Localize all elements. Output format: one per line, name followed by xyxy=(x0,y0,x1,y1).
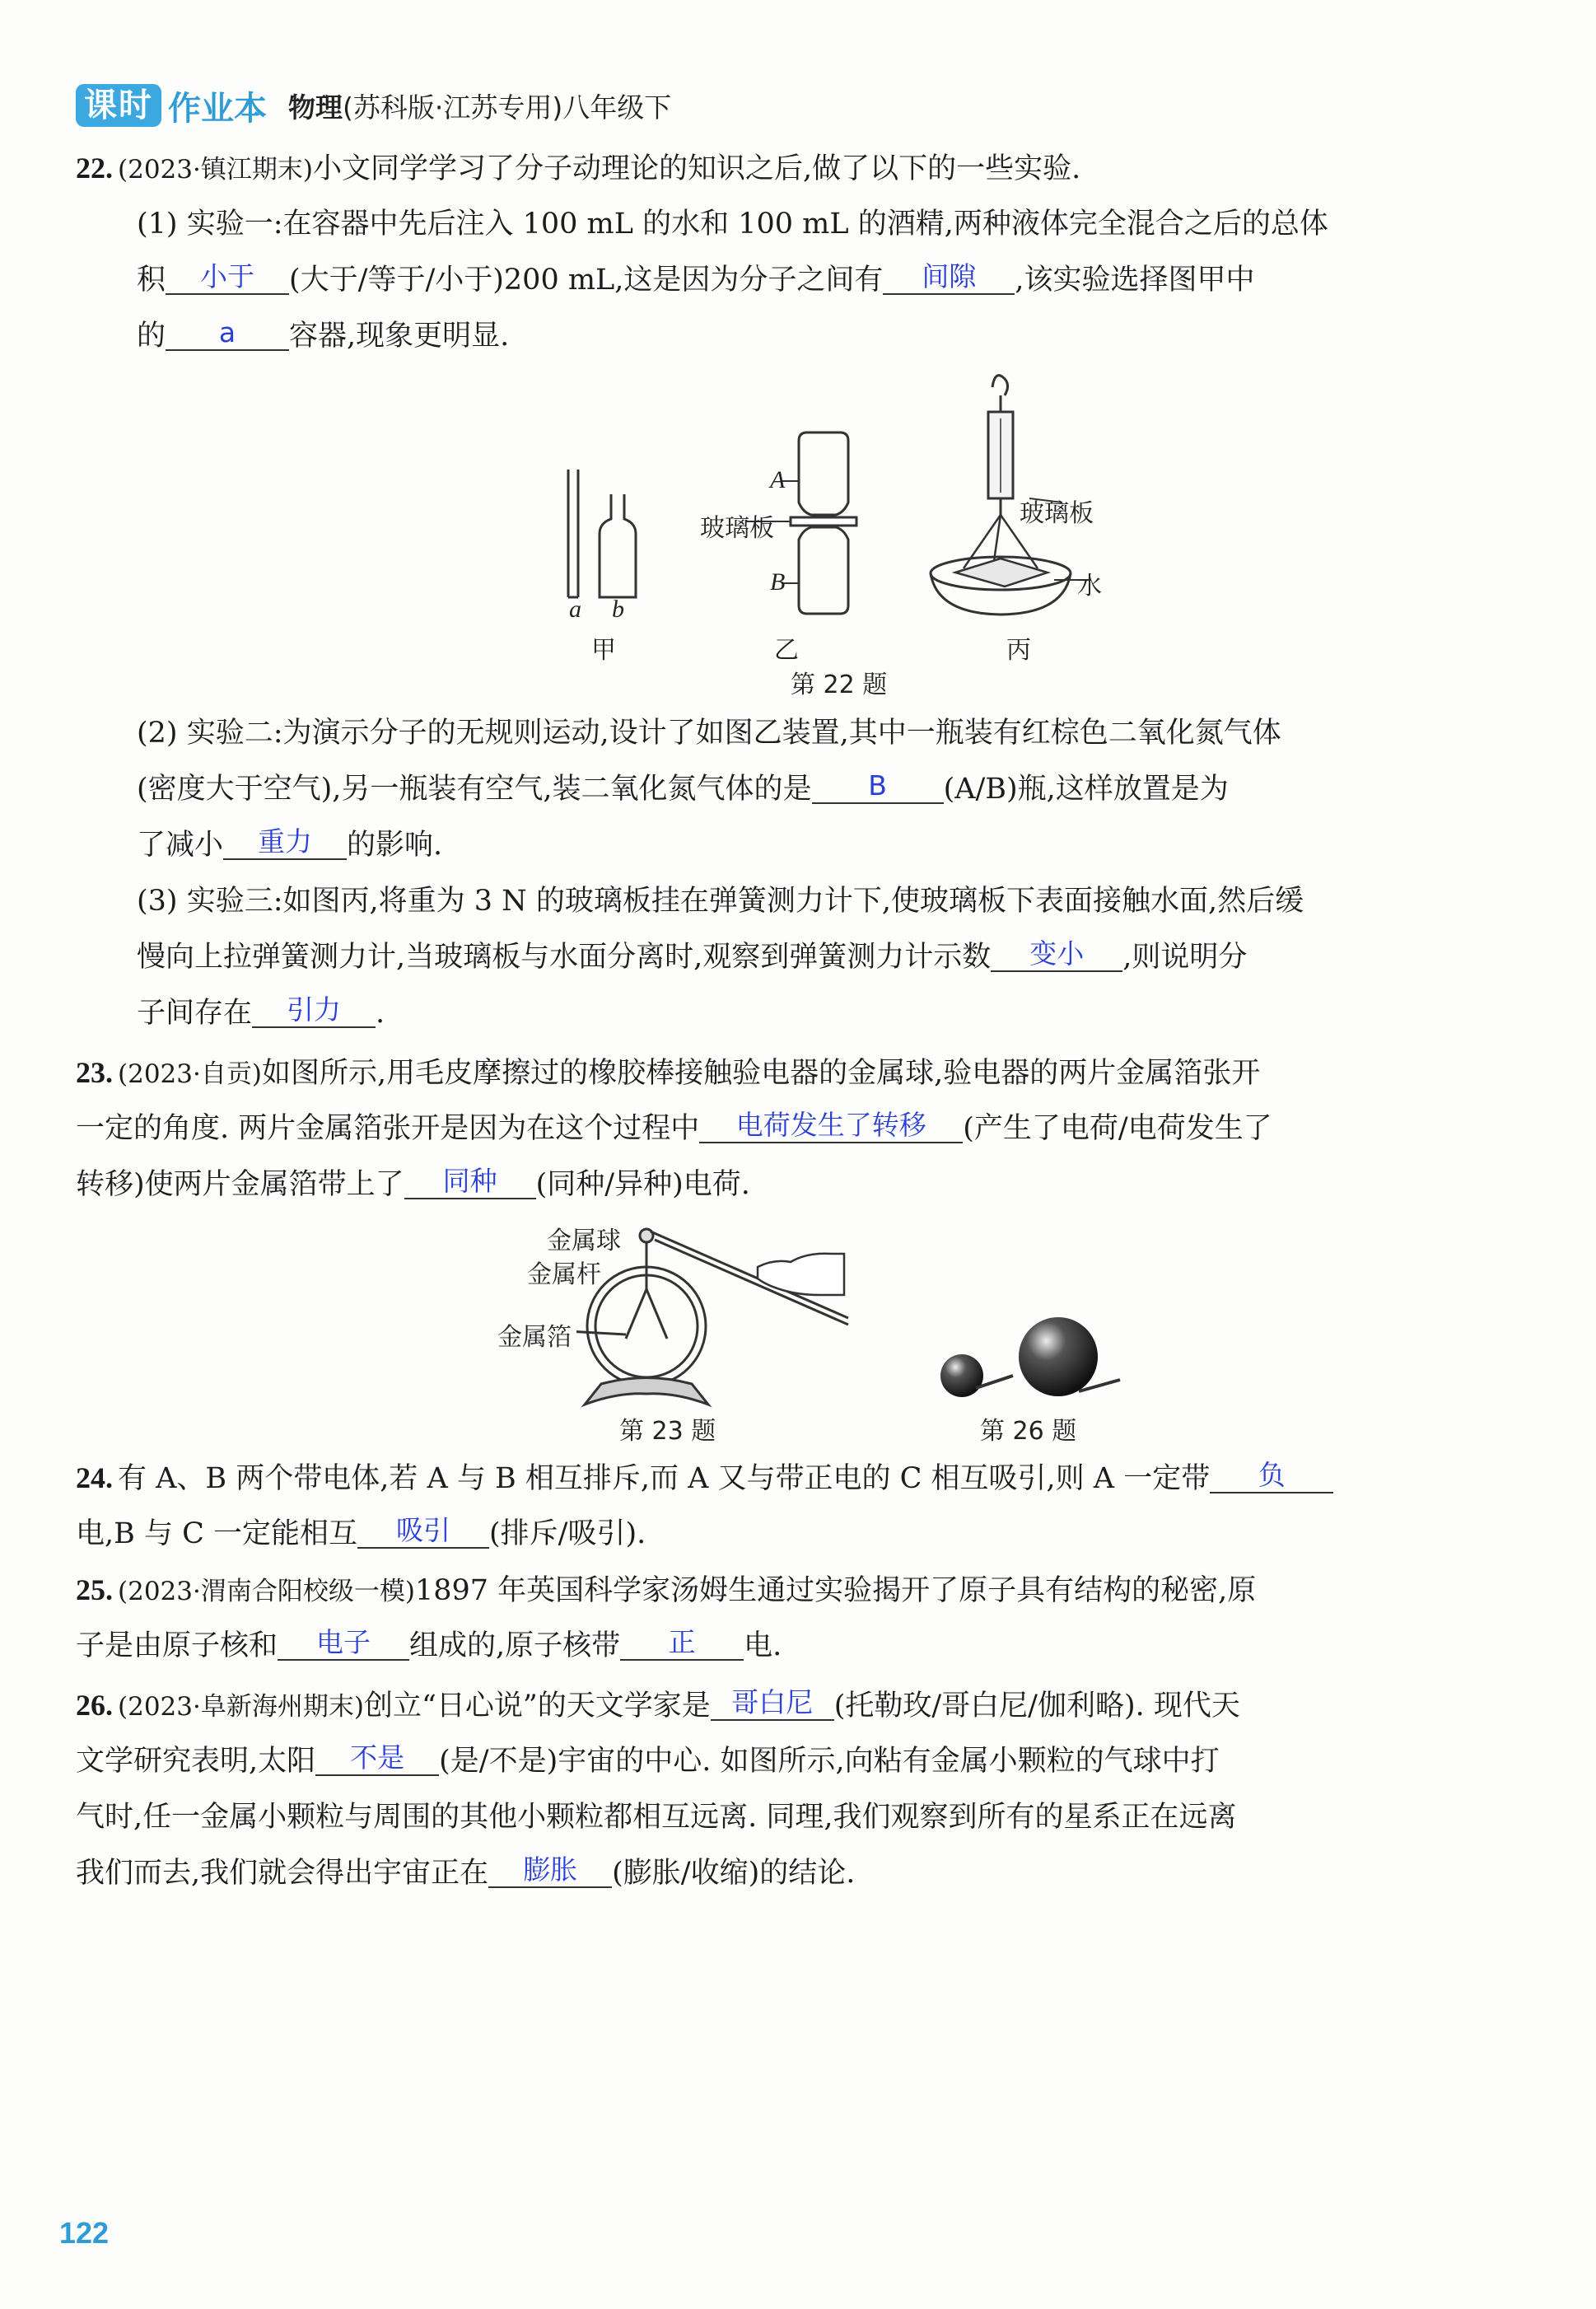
q22-part1-line2: 积 小于 (大于/等于/小于)200 mL,这是因为分子之间有 间隙 ,该实验选择图甲中 xyxy=(137,260,1255,297)
answer-blank[interactable]: 哥白尼 xyxy=(711,1686,834,1721)
q22-part2-line1: (2) 实验二:为演示分子的无规则运动,设计了如图乙装置,其中一瓶装有红棕色二氧化氮气体 xyxy=(137,717,1281,750)
figure-26-caption: 第 26 题 xyxy=(980,1417,1077,1446)
answer-blank[interactable]: 重力 xyxy=(223,825,347,860)
container-b xyxy=(600,494,636,597)
book-header xyxy=(76,82,671,129)
question-23-line3: 转移)使两片金属箔带上了 同种 (同种/异种)电荷. xyxy=(76,1165,750,1201)
label-glass-bing: 玻璃板 xyxy=(1020,499,1094,528)
answer-blank[interactable]: a xyxy=(166,316,289,351)
answer-blank[interactable]: 间隙 xyxy=(883,260,1015,295)
question-26-line4: 我们而去,我们就会得出宇宙正在 膨胀 (膨胀/收缩)的结论. xyxy=(76,1853,856,1890)
q22-part2-line3: 了减小 重力 的影响. xyxy=(137,825,443,862)
answer-blank[interactable]: 吸引 xyxy=(357,1514,489,1549)
question-23-line1: 23. (2023·自贡)如图所示,用毛皮摩擦过的橡胶棒接触验电器的金属球,验电器的两片金属箔张开 xyxy=(76,1056,1261,1090)
answer-blank[interactable]: 引力 xyxy=(252,993,376,1028)
caption-yi: 乙 xyxy=(774,636,799,665)
figure-23-caption: 第 23 题 xyxy=(619,1417,716,1446)
balloon-figure xyxy=(931,1306,1128,1405)
logo-badge: 课时 xyxy=(76,84,161,127)
q22-part3-line1: (3) 实验三:如图丙,将重为 3 N 的玻璃板挂在弹簧测力计下,使玻璃板下表面接触水面,然后缓 xyxy=(137,885,1304,918)
figure-22-caption: 第 22 题 xyxy=(791,671,888,699)
label-water: 水 xyxy=(1077,572,1102,601)
hand-with-rod xyxy=(741,1244,848,1310)
label-metal-rod: 金属杆 xyxy=(527,1260,601,1289)
answer-blank[interactable]: B xyxy=(812,769,944,804)
label-metal-ball: 金属球 xyxy=(547,1227,621,1255)
bottle-A xyxy=(799,432,848,515)
spring-scale xyxy=(988,376,1013,515)
glass-plate xyxy=(791,517,856,526)
bottle-B xyxy=(799,527,848,614)
answer-blank[interactable]: 小于 xyxy=(166,260,289,295)
question-26-line2: 文学研究表明,太阳 不是 (是/不是)宇宙的中心. 如图所示,向粘有金属小颗粒的气球中打 xyxy=(76,1741,1220,1778)
label-a: a xyxy=(569,596,581,623)
q22-part1-line1: (1) 实验一:在容器中先后注入 100 mL 的水和 100 mL 的酒精,两种液体完全混合之后的总体 xyxy=(137,208,1328,241)
answer-blank[interactable]: 膨胀 xyxy=(488,1853,612,1888)
page-number: 122 xyxy=(59,2216,110,2250)
question-26-line1: 26. (2023·阜新海州期末)创立“日心说”的天文学家是 哥白尼 (托勒玫/哥白尼/伽利略). 现代天 xyxy=(76,1686,1240,1722)
q22-part3-line2: 慢向上拉弹簧测力计,当玻璃板与水面分离时,观察到弹簧测力计示数 变小 ,则说明分 xyxy=(137,937,1248,974)
label-B: B xyxy=(770,568,786,596)
label-glass-yi: 玻璃板 xyxy=(700,514,774,543)
subject-title: 物理(苏科版·江苏专用)八年级下 xyxy=(288,91,672,124)
label-A: A xyxy=(770,466,786,493)
answer-blank[interactable]: 同种 xyxy=(404,1165,536,1199)
answer-blank[interactable]: 电子 xyxy=(278,1626,409,1661)
q22-part2-line2: (密度大于空气),另一瓶装有空气,装二氧化氮气体的是 B (A/B)瓶,这样放置是为 xyxy=(137,769,1229,806)
question-25-line2: 子是由原子核和 电子 组成的,原子核带 正 电. xyxy=(76,1626,782,1662)
question-22-stem: 22. (2023·镇江期末)小文同学学习了分子动理论的知识之后,做了以下的一些实验. xyxy=(76,152,1081,185)
label-b: b xyxy=(612,596,624,623)
caption-bing: 丙 xyxy=(1006,636,1031,665)
caption-jia: 甲 xyxy=(591,636,616,665)
answer-blank[interactable]: 负 xyxy=(1210,1459,1333,1493)
question-24-line2: 电,B 与 C 一定能相互 吸引 (排斥/吸引). xyxy=(76,1514,646,1550)
q22-part3-line3: 子间存在 引力 . xyxy=(137,993,385,1030)
question-24-line1: 24. 有 A、B 两个带电体,若 A 与 B 相互排斥,而 A 又与带正电的 C 相互吸引,则 A 一定带 负 xyxy=(76,1450,1484,1507)
answer-blank[interactable]: 不是 xyxy=(315,1741,439,1776)
label-metal-foil: 金属箔 xyxy=(497,1323,572,1352)
logo-text: 作业本 xyxy=(168,89,267,128)
answer-blank[interactable]: 电荷发生了转移 xyxy=(699,1109,963,1143)
question-25-line1: 25. (2023·渭南合阳校级一模)1897 年英国科学家汤姆生通过实验揭开了原子具有结构的秘密,原 xyxy=(76,1573,1257,1607)
q22-part1-line3: 的 a 容器,现象更明显. xyxy=(137,316,510,353)
question-26-line3: 气时,任一金属小颗粒与周围的其他小颗粒都相互远离. 同理,我们观察到所有的星系正在远离 xyxy=(76,1801,1237,1834)
container-a xyxy=(568,470,578,597)
question-23-line2: 一定的角度. 两片金属箔张开是因为在这个过程中 电荷发生了转移 (产生了电荷/电荷发生了 xyxy=(76,1109,1272,1145)
answer-blank[interactable]: 正 xyxy=(620,1626,744,1661)
answer-blank[interactable]: 变小 xyxy=(991,937,1122,972)
